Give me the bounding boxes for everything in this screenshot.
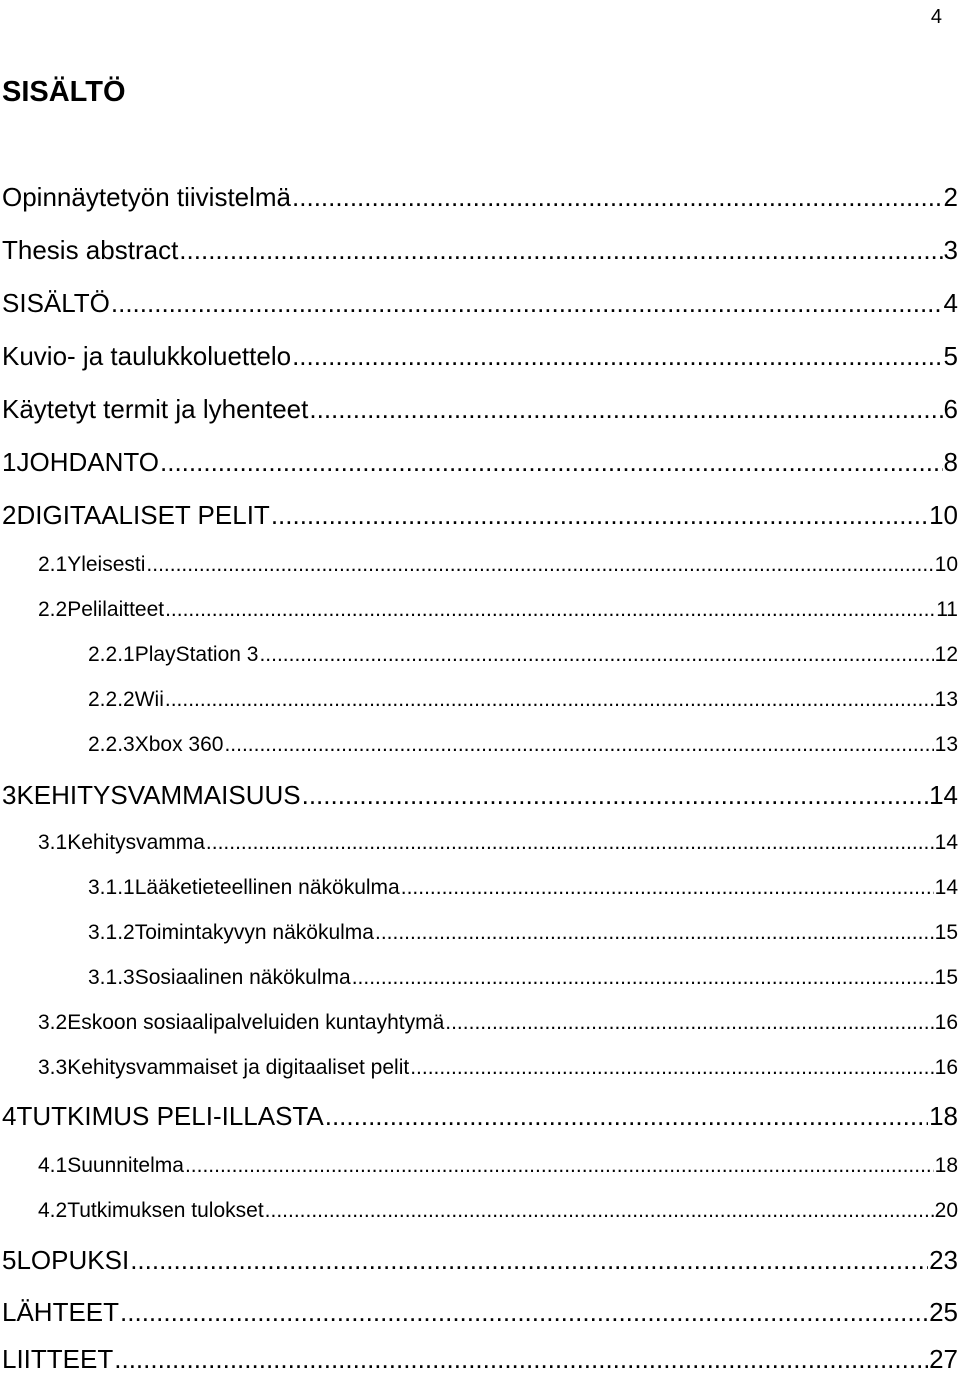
toc-entry-page: 14 bbox=[929, 780, 958, 810]
toc-entry[interactable] bbox=[88, 871, 958, 905]
toc-entry[interactable] bbox=[2, 1292, 958, 1332]
toc-entry-label: DIGITAALISET PELIT bbox=[16, 500, 270, 530]
toc-entry-label: KEHITYSVAMMAISUUS bbox=[16, 780, 301, 810]
toc-entry[interactable] bbox=[2, 336, 958, 376]
toc-entry[interactable] bbox=[38, 1194, 958, 1228]
toc-entry[interactable] bbox=[88, 683, 958, 717]
toc-entry-number: 4 bbox=[2, 1101, 17, 1131]
toc-leader-dots bbox=[401, 871, 934, 905]
toc-entry-page: 15 bbox=[934, 966, 958, 989]
toc-entry-label: Toimintakyvyn näkökulma bbox=[134, 921, 374, 944]
toc-entry-number: 2.2 bbox=[38, 598, 68, 621]
toc-leader-dots bbox=[265, 1194, 934, 1228]
toc-leader-dots bbox=[114, 1339, 928, 1379]
toc-entry-page: 23 bbox=[929, 1245, 958, 1275]
toc-leader-dots bbox=[292, 336, 942, 376]
toc-entry-label: Yleisesti bbox=[67, 553, 146, 576]
toc-entry-page: 11 bbox=[936, 598, 958, 621]
toc-entry-page: 14 bbox=[934, 831, 958, 854]
toc-entry[interactable] bbox=[88, 961, 958, 995]
toc-entry-page: 6 bbox=[943, 394, 958, 424]
toc-entry-number: 2.2.1 bbox=[88, 643, 135, 666]
toc-entry[interactable] bbox=[2, 1339, 958, 1379]
toc-entry-number: 3.3 bbox=[38, 1056, 68, 1079]
toc-leader-dots bbox=[120, 1292, 928, 1332]
toc-entry[interactable] bbox=[38, 1006, 958, 1040]
toc-entry-label: Käytetyt termit ja lyhenteet bbox=[2, 394, 309, 424]
toc-entry[interactable] bbox=[2, 1240, 958, 1280]
toc-leader-dots bbox=[130, 1240, 928, 1280]
toc-entry[interactable] bbox=[2, 495, 958, 535]
toc-entry-label: SISÄLTÖ bbox=[2, 288, 110, 318]
toc-entry[interactable] bbox=[38, 593, 958, 627]
toc-leader-dots bbox=[224, 728, 933, 762]
toc-leader-dots bbox=[445, 1006, 933, 1040]
toc-entry[interactable] bbox=[2, 442, 958, 482]
toc-entry-page: 25 bbox=[929, 1297, 958, 1327]
toc-entry-page: 18 bbox=[929, 1101, 958, 1131]
toc-leader-dots bbox=[292, 177, 943, 217]
toc-entry-page: 14 bbox=[934, 876, 958, 899]
toc-leader-dots bbox=[185, 1149, 934, 1183]
toc-entry-number: 3.1.1 bbox=[88, 876, 135, 899]
toc-entry-label: Kuvio- ja taulukkoluettelo bbox=[2, 341, 292, 371]
toc-entry-page: 12 bbox=[934, 643, 958, 666]
toc-entry-number: 2.1 bbox=[38, 553, 68, 576]
toc-leader-dots bbox=[309, 389, 942, 429]
toc-leader-dots bbox=[179, 230, 942, 270]
toc-entry-label: Thesis abstract bbox=[2, 235, 179, 265]
toc-leader-dots bbox=[302, 775, 928, 815]
toc-entry-page: 2 bbox=[943, 182, 958, 212]
toc-entry-page: 18 bbox=[934, 1154, 958, 1177]
toc-entry-page: 3 bbox=[943, 235, 958, 265]
toc-entry[interactable] bbox=[2, 389, 958, 429]
toc-entry-label: Lääketieteellinen näkökulma bbox=[134, 876, 400, 899]
toc-entry-page: 10 bbox=[929, 500, 958, 530]
toc-leader-dots bbox=[375, 916, 934, 950]
toc-leader-dots bbox=[111, 283, 943, 323]
toc-entry-number: 1 bbox=[2, 447, 17, 477]
toc-entry-page: 10 bbox=[934, 553, 958, 576]
toc-entry-label: Wii bbox=[134, 688, 164, 711]
toc-entry-number: 4.1 bbox=[38, 1154, 68, 1177]
toc-entry-page: 15 bbox=[934, 921, 958, 944]
toc-entry-label: LÄHTEET bbox=[2, 1297, 120, 1327]
toc-entry[interactable] bbox=[2, 775, 958, 815]
toc-entry-number: 5 bbox=[2, 1245, 17, 1275]
toc-entry-label: Pelilaitteet bbox=[67, 598, 165, 621]
toc-leader-dots bbox=[165, 683, 934, 717]
toc-entry-number: 3.1 bbox=[38, 831, 68, 854]
toc-entry[interactable] bbox=[88, 638, 958, 672]
toc-entry-label: Tutkimuksen tulokset bbox=[67, 1199, 264, 1222]
toc-entry-page: 16 bbox=[934, 1056, 958, 1079]
toc-entry-label: PlayStation 3 bbox=[134, 643, 259, 666]
toc-leader-dots bbox=[146, 548, 933, 582]
toc-entry-page: 13 bbox=[934, 688, 958, 711]
toc-entry-number: 3.2 bbox=[38, 1011, 68, 1034]
toc-entry-page: 8 bbox=[943, 447, 958, 477]
page-title: SISÄLTÖ bbox=[2, 76, 126, 108]
toc-entry-page: 16 bbox=[934, 1011, 958, 1034]
toc-entry-page: 27 bbox=[929, 1344, 958, 1374]
toc-leader-dots bbox=[259, 638, 933, 672]
toc-entry-label: JOHDANTO bbox=[16, 447, 159, 477]
page-number: 4 bbox=[930, 6, 942, 28]
toc-entry-number: 2.2.3 bbox=[88, 733, 135, 756]
toc-entry[interactable] bbox=[2, 177, 958, 217]
toc-entry-number: 3.1.2 bbox=[88, 921, 135, 944]
toc-entry-label: LIITTEET bbox=[2, 1344, 114, 1374]
toc-leader-dots bbox=[160, 442, 943, 482]
toc-entry-number: 3 bbox=[2, 780, 17, 810]
toc-entry-number: 4.2 bbox=[38, 1199, 68, 1222]
toc-entry-number: 3.1.3 bbox=[88, 966, 135, 989]
toc-entry-label: LOPUKSI bbox=[16, 1245, 130, 1275]
toc-leader-dots bbox=[206, 826, 934, 860]
toc-leader-dots bbox=[352, 961, 934, 995]
toc-entry[interactable] bbox=[38, 1051, 958, 1085]
toc-entry[interactable] bbox=[2, 283, 958, 323]
toc-entry[interactable] bbox=[38, 548, 958, 582]
toc-leader-dots bbox=[271, 495, 928, 535]
toc-entry[interactable] bbox=[38, 1149, 958, 1183]
toc-entry[interactable] bbox=[2, 1096, 958, 1136]
toc-entry-number: 2.2.2 bbox=[88, 688, 135, 711]
toc-entry[interactable] bbox=[38, 826, 958, 860]
toc-entry-page: 4 bbox=[943, 288, 958, 318]
toc-leader-dots bbox=[325, 1096, 928, 1136]
toc-entry-page: 20 bbox=[934, 1199, 958, 1222]
toc-entry-label: Opinnäytetyön tiivistelmä bbox=[2, 182, 292, 212]
toc-entry-label: Eskoon sosiaalipalveluiden kuntayhtymä bbox=[67, 1011, 445, 1034]
toc-entry-page: 13 bbox=[934, 733, 958, 756]
toc-entry[interactable] bbox=[2, 230, 958, 270]
toc-leader-dots bbox=[165, 593, 935, 627]
toc-entry-label: Kehitysvamma bbox=[67, 831, 205, 854]
toc-entry-label: Sosiaalinen näkökulma bbox=[134, 966, 351, 989]
toc-entry-label: Xbox 360 bbox=[134, 733, 224, 756]
toc-entry-label: Kehitysvammaiset ja digitaaliset pelit bbox=[67, 1056, 410, 1079]
toc-entry[interactable] bbox=[88, 916, 958, 950]
toc-entry[interactable] bbox=[88, 728, 958, 762]
toc-entry-label: Suunnitelma bbox=[67, 1154, 184, 1177]
toc-entry-page: 5 bbox=[943, 341, 958, 371]
toc-entry-number: 2 bbox=[2, 500, 17, 530]
toc-leader-dots bbox=[410, 1051, 933, 1085]
toc-entry-label: TUTKIMUS PELI-ILLASTA bbox=[16, 1101, 324, 1131]
